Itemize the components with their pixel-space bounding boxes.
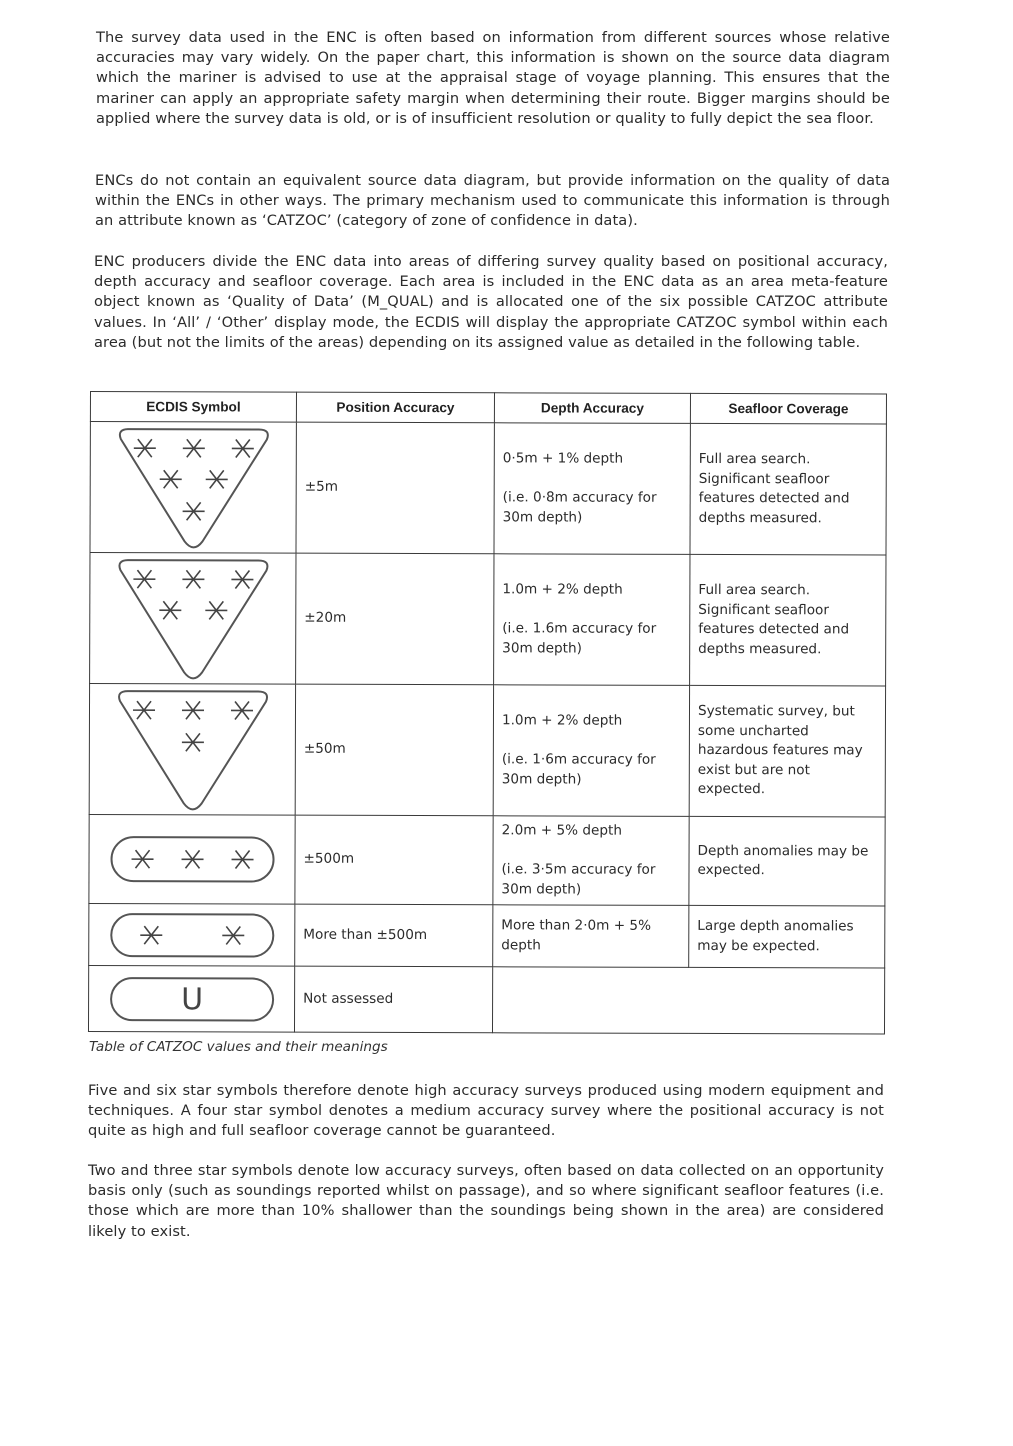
depth-accuracy-cell <box>493 685 689 817</box>
encs-paragraph: ENCs do not contain an equivalent source data diagram, but provide information on the quality of data within the ENCs in other ways. The primary mechanism used to communicate this information is through an attribute known as ‘CATZOC’ (category of zone of confidence in data). <box>95 172 890 230</box>
four-star-triangle-icon <box>107 687 277 812</box>
depth-accuracy-cell: More than 2·0m + 5% depth <box>493 905 689 968</box>
depth-accuracy-cell <box>493 816 689 906</box>
depth-accuracy-cell <box>494 423 690 555</box>
symbol-cell <box>88 965 294 1032</box>
depth-accuracy-main: 0·5m + 1% depth <box>502 450 624 467</box>
five-six-star-paragraph: Five and six star symbols therefore denote high accuracy surveys produced using modern equipment and techniques. A four star symbol denotes a medium accuracy survey where the positional accuracy is not quite as high and full seafloor coverage cannot be guaranteed. <box>88 1082 884 1140</box>
position-accuracy-cell: ±500m <box>295 815 493 905</box>
seafloor-coverage-cell: Large depth anomalies may be expected. <box>689 905 885 968</box>
position-accuracy-cell: Not assessed <box>294 966 492 1033</box>
table-caption: Table of CATZOC values and their meanings <box>89 1039 388 1055</box>
position-accuracy-cell: ±50m <box>295 684 493 816</box>
symbol-cell <box>89 814 295 904</box>
table-row <box>90 553 886 687</box>
unassessed-u-oval-icon <box>107 974 277 1025</box>
seafloor-coverage-cell: Full area search. Significant seafloor features detected and depths measured. <box>690 554 886 686</box>
position-accuracy-cell: ±5m <box>296 422 494 554</box>
catzoc-table <box>88 391 887 1035</box>
table-header-row <box>90 392 886 425</box>
depth-accuracy-note: (i.e. 1.6m accuracy for 30m depth) <box>502 620 657 657</box>
header-seafloor-coverage: Seafloor Coverage <box>690 393 886 424</box>
position-accuracy-cell: More than ±500m <box>295 904 493 967</box>
two-three-star-paragraph: Two and three star symbols denote low accuracy surveys, often based on data collected on an opportunity basis only (such as soundings reported whilst on passage), and so where significant seafloor features (i.e. those which are more than 10% shallower than the soundings being shown in the area) are considered likely to exist. <box>88 1162 884 1240</box>
header-position-accuracy: Position Accuracy <box>296 392 494 423</box>
six-star-triangle-icon <box>108 425 278 550</box>
header-ecdis-symbol: ECDIS Symbol <box>90 392 296 423</box>
empty-cell <box>492 967 884 1034</box>
symbol-cell <box>89 903 295 966</box>
depth-accuracy-note: (i.e. 1·6m accuracy for 30m depth) <box>501 751 656 788</box>
table-row <box>88 965 884 1034</box>
depth-accuracy-main: 2.0m + 5% depth <box>501 822 623 839</box>
seafloor-coverage-cell: Full area search. Significant seafloor features detected and depths measured. <box>690 423 886 555</box>
table-row <box>89 814 885 906</box>
table-row <box>90 422 886 556</box>
intro-paragraph: The survey data used in the ENC is often based on information from different sources whose relative accuracies may vary widely. On the paper chart, this information is shown on the source data diagram which the mariner is advised to use at the appraisal stage of voyage planning. This ensures that the mariner can apply an appropriate safety margin when determining their route. Bigger margins should be applied where the survey data is old, or is of insufficient resolution or quality to fully depict the sea floor. <box>96 29 890 127</box>
five-star-triangle-icon <box>108 556 278 681</box>
symbol-cell <box>90 553 296 685</box>
depth-accuracy-main: 1.0m + 2% depth <box>501 712 623 729</box>
depth-accuracy-note: (i.e. 0·8m accuracy for 30m depth) <box>502 489 657 526</box>
seafloor-coverage-cell: Depth anomalies may be expected. <box>689 816 885 906</box>
symbol-cell <box>90 422 296 554</box>
three-star-oval-icon <box>107 833 277 886</box>
u-symbol-letter: U <box>180 981 203 1017</box>
table-row <box>89 903 885 968</box>
symbol-cell <box>89 684 295 816</box>
depth-accuracy-cell <box>494 554 690 686</box>
depth-accuracy-main: 1.0m + 2% depth <box>502 581 623 598</box>
position-accuracy-cell: ±20m <box>296 553 494 685</box>
depth-accuracy-note: (i.e. 3·5m accuracy for 30m depth) <box>501 861 656 898</box>
header-depth-accuracy: Depth Accuracy <box>494 393 690 424</box>
producers-paragraph: ENC producers divide the ENC data into areas of differing survey quality based on positional accuracy, depth accuracy and seafloor coverage. Each area is included in the ENC data as an area meta-feature object known as ‘Quality of Data’ (M_QUAL) and is allocated one of the six possible CATZOC attribute values. In ‘All’ / ‘Other’ display mode, the ECDIS will display the appropriate CATZOC symbol within each area (but not the limits of the areas) depending on its assigned value as detailed in the following table. <box>94 253 888 351</box>
seafloor-coverage-cell: Systematic survey, but some uncharted hazardous features may exist but are not expected. <box>689 685 885 817</box>
table-row <box>89 684 885 818</box>
two-star-oval-icon <box>107 911 277 960</box>
